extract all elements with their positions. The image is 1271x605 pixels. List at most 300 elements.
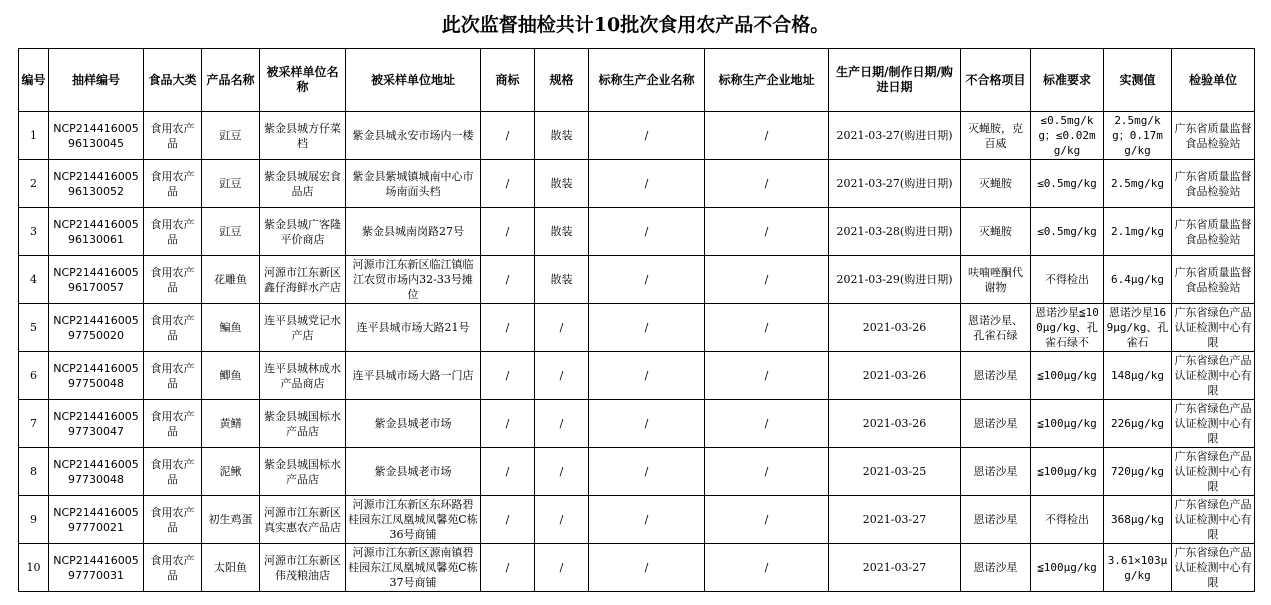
- table-cell: [49, 304, 144, 352]
- table-cell: [829, 304, 961, 352]
- table-cell: [202, 496, 260, 544]
- table-cell: [19, 544, 49, 592]
- cell-text: /: [559, 561, 564, 574]
- table-cell: [481, 208, 535, 256]
- cell-text: /: [764, 417, 769, 430]
- table-cell: [1031, 400, 1104, 448]
- table-cell: [49, 400, 144, 448]
- table-row: [19, 448, 1255, 496]
- table-cell: [705, 448, 829, 496]
- table-cell: [535, 160, 589, 208]
- table-cell: [19, 400, 49, 448]
- cell-text: 恩诺沙星: [973, 369, 1018, 382]
- cell-text: 散装: [550, 225, 573, 238]
- table-cell: [49, 256, 144, 304]
- cell-text: NCP21441600597750020: [53, 313, 139, 342]
- cell-text: 不得检出: [1045, 513, 1089, 526]
- table-cell: [19, 208, 49, 256]
- table-cell: [1172, 496, 1255, 544]
- table-cell: [481, 400, 535, 448]
- cell-text: 6: [30, 369, 37, 382]
- table-row: [19, 208, 1255, 256]
- cell-text: 紫金县城广客隆平价商店: [264, 217, 341, 246]
- cell-text: /: [505, 369, 510, 382]
- table-cell: [202, 400, 260, 448]
- cell-text: 鳊鱼: [219, 321, 242, 334]
- table-cell: [961, 160, 1031, 208]
- cell-text: 食用农产品: [150, 409, 195, 438]
- cell-text: 广东省绿色产品认证检测中心有限: [1174, 402, 1252, 445]
- cell-text: 2021-03-28(购进日期): [836, 225, 953, 238]
- table-cell: [589, 544, 705, 592]
- table-cell: [1104, 304, 1172, 352]
- table-cell: [1104, 496, 1172, 544]
- cell-text: NCP21441600597770031: [53, 553, 139, 582]
- table-cell: [481, 256, 535, 304]
- cell-text: NCP21441600596130052: [53, 169, 139, 198]
- cell-text: 食用农产品: [150, 361, 195, 390]
- table-cell: [1172, 544, 1255, 592]
- table-cell: [1104, 400, 1172, 448]
- column-header: 标称生产企业名称: [589, 49, 705, 112]
- cell-text: 连平县城市场大路21号: [356, 321, 470, 334]
- cell-text: 紫金县城永安市场内一楼: [352, 129, 474, 142]
- table-cell: [1031, 448, 1104, 496]
- cell-text: 太阳鱼: [214, 561, 247, 574]
- cell-text: 8: [30, 465, 37, 478]
- header-row: [19, 49, 1255, 112]
- table-cell: [260, 544, 346, 592]
- table-cell: [705, 496, 829, 544]
- cell-text: 灭蝇胺: [979, 225, 1012, 238]
- table-cell: [961, 496, 1031, 544]
- table-cell: [144, 496, 202, 544]
- cell-text: 2.5mg/kg: [1111, 177, 1164, 190]
- table-cell: [1031, 304, 1104, 352]
- column-header: 产品名称: [202, 49, 260, 112]
- table-cell: [829, 352, 961, 400]
- column-header: 生产日期/制作日期/购进日期: [829, 49, 961, 112]
- cell-text: /: [644, 561, 649, 574]
- cell-text: 2021-03-26: [862, 417, 927, 430]
- cell-text: /: [505, 417, 510, 430]
- table-cell: [829, 256, 961, 304]
- table-cell: [1031, 496, 1104, 544]
- cell-text: 7: [30, 417, 37, 430]
- table-cell: [260, 256, 346, 304]
- column-header: 食品大类: [144, 49, 202, 112]
- cell-text: ≤0.5mg/kg: [1037, 225, 1097, 238]
- table-cell: [1031, 544, 1104, 592]
- table-cell: [346, 304, 481, 352]
- cell-text: /: [559, 417, 564, 430]
- cell-text: 食用农产品: [150, 553, 195, 582]
- cell-text: /: [559, 513, 564, 526]
- table-cell: [535, 496, 589, 544]
- table-cell: [202, 448, 260, 496]
- cell-text: 散装: [550, 177, 573, 190]
- cell-text: 豇豆: [219, 129, 242, 142]
- cell-text: 紫金县紫城镇城南中心市场南面头档: [352, 169, 474, 198]
- cell-text: ≦100μg/kg: [1037, 369, 1097, 382]
- cell-text: 食用农产品: [150, 265, 195, 294]
- cell-text: 6.4μg/kg: [1111, 273, 1164, 286]
- table-cell: [260, 112, 346, 160]
- cell-text: NCP21441600597730048: [53, 457, 139, 486]
- table-row: [19, 544, 1255, 592]
- table-cell: [144, 160, 202, 208]
- cell-text: 河源市江东新区源南镇碧桂园东江凤凰城凤馨苑C栋37号商铺: [348, 546, 478, 589]
- table-cell: [202, 208, 260, 256]
- cell-text: 9: [30, 513, 37, 526]
- table-cell: [961, 400, 1031, 448]
- table-row: [19, 400, 1255, 448]
- table-cell: [829, 544, 961, 592]
- table-cell: [481, 112, 535, 160]
- cell-text: NCP21441600597770021: [53, 505, 139, 534]
- table-row: [19, 160, 1255, 208]
- cell-text: 连平县城党记水产店: [264, 313, 341, 342]
- table-cell: [144, 352, 202, 400]
- table-cell: [346, 160, 481, 208]
- cell-text: 2021-03-27: [862, 513, 927, 526]
- cell-text: 食用农产品: [150, 217, 195, 246]
- table-cell: [260, 400, 346, 448]
- cell-text: 广东省绿色产品认证检测中心有限: [1174, 546, 1252, 589]
- cell-text: ≦100μg/kg: [1037, 561, 1097, 574]
- cell-text: 恩诺沙星≦100μg/kg、孔雀石绿不: [1035, 306, 1099, 349]
- table-cell: [1172, 112, 1255, 160]
- table-cell: [346, 208, 481, 256]
- table-cell: [705, 544, 829, 592]
- table-cell: [49, 352, 144, 400]
- table-cell: [202, 112, 260, 160]
- table-cell: [144, 448, 202, 496]
- cell-text: 广东省绿色产品认证检测中心有限: [1174, 498, 1252, 541]
- cell-text: /: [505, 225, 510, 238]
- cell-text: /: [764, 513, 769, 526]
- cell-text: /: [644, 177, 649, 190]
- table-cell: [144, 304, 202, 352]
- table-cell: [705, 256, 829, 304]
- table-cell: [202, 544, 260, 592]
- column-header: 实测值: [1104, 49, 1172, 112]
- cell-text: /: [505, 561, 510, 574]
- cell-text: 散装: [550, 129, 573, 142]
- table-cell: [260, 448, 346, 496]
- table-cell: [1104, 256, 1172, 304]
- table-cell: [202, 160, 260, 208]
- table-cell: [589, 352, 705, 400]
- table-cell: [144, 400, 202, 448]
- cell-text: 黄鳝: [219, 417, 242, 430]
- table-cell: [346, 496, 481, 544]
- column-header: 标准要求: [1031, 49, 1104, 112]
- cell-text: NCP21441600597750048: [53, 361, 139, 390]
- cell-text: 紫金县城国标水产品店: [264, 457, 341, 486]
- table-cell: [1031, 208, 1104, 256]
- cell-text: ≤0.5mg/kg；≤0.02mg/kg: [1038, 114, 1096, 157]
- cell-text: 紫金县城国标水产品店: [264, 409, 341, 438]
- cell-text: 呋喃唑酮代谢物: [968, 265, 1023, 294]
- table-cell: [589, 256, 705, 304]
- cell-text: 2021-03-26: [862, 369, 927, 382]
- cell-text: /: [505, 321, 510, 334]
- table-cell: [1104, 112, 1172, 160]
- table-cell: [481, 496, 535, 544]
- table-cell: [1104, 544, 1172, 592]
- cell-text: NCP21441600596130061: [53, 217, 139, 246]
- table-cell: [260, 160, 346, 208]
- cell-text: 2021-03-25: [862, 465, 927, 478]
- table-cell: [481, 304, 535, 352]
- cell-text: 720μg/kg: [1111, 465, 1164, 478]
- cell-text: /: [644, 273, 649, 286]
- cell-text: 4: [30, 273, 37, 286]
- table-cell: [346, 400, 481, 448]
- cell-text: /: [505, 129, 510, 142]
- cell-text: 广东省质量监督食品检验站: [1174, 217, 1252, 246]
- cell-text: /: [644, 417, 649, 430]
- cell-text: /: [505, 513, 510, 526]
- cell-text: 3: [30, 225, 37, 238]
- table-cell: [144, 544, 202, 592]
- cell-text: 1: [30, 129, 37, 142]
- cell-text: 2021-03-26: [862, 321, 927, 334]
- cell-text: 226μg/kg: [1111, 417, 1164, 430]
- table-cell: [705, 208, 829, 256]
- cell-text: 2021-03-29(购进日期): [836, 273, 953, 286]
- column-header: 不合格项目: [961, 49, 1031, 112]
- cell-text: 河源市江东新区临江镇临江农贸市场内32-33号摊位: [352, 258, 474, 301]
- table-cell: [260, 352, 346, 400]
- table-cell: [49, 496, 144, 544]
- table-cell: [589, 400, 705, 448]
- cell-text: /: [764, 273, 769, 286]
- table-row: [19, 304, 1255, 352]
- cell-text: NCP21441600596130045: [53, 121, 139, 150]
- table-cell: [144, 208, 202, 256]
- table-cell: [19, 352, 49, 400]
- table-cell: [1172, 352, 1255, 400]
- table-cell: [1031, 256, 1104, 304]
- cell-text: 广东省绿色产品认证检测中心有限: [1174, 306, 1252, 349]
- cell-text: 泥鳅: [219, 465, 242, 478]
- table-cell: [202, 352, 260, 400]
- cell-text: 紫金县城老市场: [374, 465, 452, 478]
- table-cell: [481, 352, 535, 400]
- cell-text: ≦100μg/kg: [1037, 417, 1097, 430]
- table-cell: [1031, 352, 1104, 400]
- cell-text: 紫金县城南岗路27号: [362, 225, 464, 238]
- cell-text: 河源市江东新区伟茂粮油店: [264, 553, 341, 582]
- table-cell: [705, 400, 829, 448]
- table-cell: [19, 304, 49, 352]
- cell-text: 2: [30, 177, 37, 190]
- table-cell: [961, 208, 1031, 256]
- cell-text: /: [764, 561, 769, 574]
- table-cell: [589, 448, 705, 496]
- cell-text: NCP21441600596170057: [53, 265, 139, 294]
- table-cell: [346, 352, 481, 400]
- cell-text: 豇豆: [219, 177, 242, 190]
- table-cell: [589, 304, 705, 352]
- table-cell: [829, 448, 961, 496]
- table-row: [19, 496, 1255, 544]
- table-cell: [49, 160, 144, 208]
- column-header: 商标: [481, 49, 535, 112]
- cell-text: 河源市江东新区东环路碧桂园东江凤凰城凤馨苑C栋36号商铺: [348, 498, 478, 541]
- table-cell: [535, 256, 589, 304]
- table-cell: [961, 352, 1031, 400]
- table-cell: [705, 352, 829, 400]
- cell-text: 紫金县城展宏食品店: [264, 169, 341, 198]
- cell-text: 2021-03-27: [862, 561, 927, 574]
- cell-text: /: [764, 465, 769, 478]
- table-cell: [535, 352, 589, 400]
- column-header: 被采样单位名称: [260, 49, 346, 112]
- cell-text: 紫金县城老市场: [374, 417, 452, 430]
- table-cell: [481, 544, 535, 592]
- cell-text: 豇豆: [219, 225, 242, 238]
- cell-text: /: [644, 129, 649, 142]
- table-cell: [481, 160, 535, 208]
- table-cell: [19, 448, 49, 496]
- cell-text: /: [559, 321, 564, 334]
- cell-text: /: [644, 465, 649, 478]
- cell-text: 不得检出: [1045, 273, 1089, 286]
- cell-text: 紫金县城方仔菜档: [264, 121, 341, 150]
- column-header: 检验单位: [1172, 49, 1255, 112]
- table-cell: [144, 112, 202, 160]
- table-cell: [49, 544, 144, 592]
- cell-text: /: [644, 369, 649, 382]
- cell-text: 食用农产品: [150, 169, 195, 198]
- column-header: 编号: [19, 49, 49, 112]
- cell-text: ≤0.5mg/kg: [1037, 177, 1097, 190]
- table-cell: [481, 448, 535, 496]
- table-cell: [1172, 160, 1255, 208]
- table-cell: [202, 256, 260, 304]
- column-header: 标称生产企业地址: [705, 49, 829, 112]
- table-cell: [1172, 256, 1255, 304]
- table-cell: [144, 256, 202, 304]
- column-header: 被采样单位地址: [346, 49, 481, 112]
- table-cell: [346, 256, 481, 304]
- column-header: 抽样编号: [49, 49, 144, 112]
- table-cell: [535, 448, 589, 496]
- cell-text: 广东省绿色产品认证检测中心有限: [1174, 450, 1252, 493]
- cell-text: 2021-03-27(购进日期): [836, 177, 953, 190]
- cell-text: 广东省质量监督食品检验站: [1174, 121, 1252, 150]
- cell-text: 恩诺沙星、孔雀石绿: [968, 313, 1023, 342]
- cell-text: 河源市江东新区鑫仔海鲜水产店: [264, 265, 341, 294]
- table-cell: [1031, 160, 1104, 208]
- table-cell: [1104, 160, 1172, 208]
- table-cell: [1104, 208, 1172, 256]
- table-cell: [19, 256, 49, 304]
- cell-text: 河源市江东新区真实惠农产品店: [264, 505, 341, 534]
- table-cell: [535, 304, 589, 352]
- cell-text: 2021-03-27(购进日期): [836, 129, 953, 142]
- cell-text: /: [764, 321, 769, 334]
- cell-text: 广东省绿色产品认证检测中心有限: [1174, 354, 1252, 397]
- table-cell: [49, 208, 144, 256]
- table-cell: [1104, 352, 1172, 400]
- page-title: 此次监督抽检共计10批次食用农产品不合格。: [441, 14, 830, 36]
- cell-text: /: [764, 129, 769, 142]
- table-cell: [1172, 448, 1255, 496]
- cell-text: 灭蝇胺，克百威: [968, 121, 1023, 150]
- table-cell: [346, 544, 481, 592]
- column-header: 规格: [535, 49, 589, 112]
- cell-text: 初生鸡蛋: [208, 513, 253, 526]
- table-cell: [829, 496, 961, 544]
- table-cell: [705, 112, 829, 160]
- cell-text: /: [644, 225, 649, 238]
- table-cell: [1031, 112, 1104, 160]
- table-cell: [1172, 208, 1255, 256]
- table-cell: [589, 208, 705, 256]
- cell-text: 恩诺沙星169μg/kg、孔雀石: [1106, 306, 1169, 349]
- cell-text: 连平县城林成水产品商店: [264, 361, 341, 390]
- cell-text: 148μg/kg: [1111, 369, 1164, 382]
- table-cell: [705, 304, 829, 352]
- table-cell: [260, 496, 346, 544]
- table-cell: [829, 208, 961, 256]
- cell-text: /: [505, 177, 510, 190]
- table-cell: [19, 160, 49, 208]
- cell-text: 恩诺沙星: [973, 465, 1018, 478]
- cell-text: /: [505, 273, 510, 286]
- table-cell: [961, 112, 1031, 160]
- cell-text: 恩诺沙星: [973, 561, 1018, 574]
- table-cell: [961, 544, 1031, 592]
- cell-text: 3.61×103μg/kg: [1107, 553, 1168, 582]
- cell-text: NCP21441600597730047: [53, 409, 139, 438]
- cell-text: 10: [26, 561, 41, 574]
- table-cell: [260, 304, 346, 352]
- table-cell: [346, 112, 481, 160]
- table-cell: [535, 112, 589, 160]
- table-cell: [829, 400, 961, 448]
- results-table: [18, 48, 1255, 592]
- cell-text: /: [644, 321, 649, 334]
- cell-text: /: [764, 225, 769, 238]
- table-row: [19, 352, 1255, 400]
- cell-text: /: [559, 369, 564, 382]
- table-cell: [535, 208, 589, 256]
- table-cell: [961, 256, 1031, 304]
- table-cell: [1172, 304, 1255, 352]
- table-cell: [346, 448, 481, 496]
- cell-text: 食用农产品: [150, 313, 195, 342]
- cell-text: /: [644, 513, 649, 526]
- table-cell: [202, 304, 260, 352]
- table-cell: [1172, 400, 1255, 448]
- cell-text: 食用农产品: [150, 505, 195, 534]
- table-cell: [829, 160, 961, 208]
- table-cell: [589, 112, 705, 160]
- table-cell: [1104, 448, 1172, 496]
- cell-text: 广东省质量监督食品检验站: [1174, 265, 1252, 294]
- table-cell: [19, 496, 49, 544]
- cell-text: 5: [30, 321, 37, 334]
- table-cell: [705, 160, 829, 208]
- table-row: [19, 112, 1255, 160]
- cell-text: 食用农产品: [150, 457, 195, 486]
- cell-text: 恩诺沙星: [973, 513, 1018, 526]
